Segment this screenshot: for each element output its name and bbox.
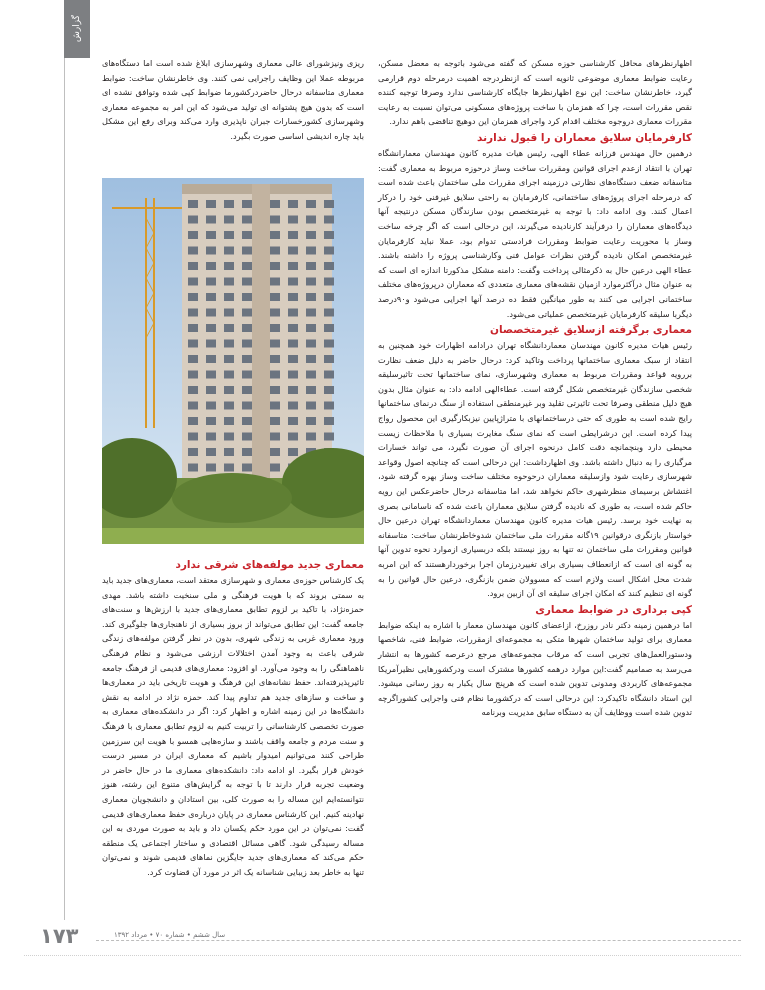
window: [270, 231, 280, 239]
window: [188, 386, 198, 394]
window: [324, 293, 334, 301]
window: [324, 355, 334, 363]
window: [242, 247, 252, 255]
window: [206, 340, 216, 348]
window: [188, 231, 198, 239]
window: [288, 200, 298, 208]
window: [242, 262, 252, 270]
footer-rule: [96, 940, 741, 941]
window: [206, 355, 216, 363]
window: [270, 433, 280, 441]
window: [206, 262, 216, 270]
window: [306, 417, 316, 425]
window: [288, 247, 298, 255]
window: [324, 402, 334, 410]
window: [224, 278, 234, 286]
window: [242, 231, 252, 239]
window: [288, 278, 298, 286]
window: [224, 324, 234, 332]
window: [288, 293, 298, 301]
margin-rule: [64, 58, 65, 920]
window: [306, 293, 316, 301]
window: [288, 448, 298, 456]
window: [188, 448, 198, 456]
window: [288, 371, 298, 379]
window: [270, 216, 280, 224]
window: [242, 371, 252, 379]
window: [288, 231, 298, 239]
window: [206, 448, 216, 456]
window: [224, 340, 234, 348]
window: [306, 200, 316, 208]
window: [206, 231, 216, 239]
window: [324, 386, 334, 394]
window: [188, 464, 198, 472]
window: [242, 386, 252, 394]
window: [306, 402, 316, 410]
left-bottom-column: [102, 556, 364, 879]
window: [288, 417, 298, 425]
window: [206, 278, 216, 286]
left-bottom-column-paragraph: یک کارشناس حوزه‌ی معماری و شهرسازی معتقد است، معماری‌های جدید باید به سمتی بروند که با هویت فرهنگی و ملی سنخیت داشته باشد. مهدی حمزه‌نژاد، با تاکید بر لزوم تطابق معماری‌های جدید با ارزش‌ها و سنت‌های جامعه گفت: این تطابق می‌تواند از بروز بسیاری از ناهنجاری‌ها جلوگیری کند. ورود معماری غربی به زندگی شهری، بدون در نظر گرفتن مولفه‌های زندگی شرقی باعث به وجود آمدن اختلالات ارزشی می‌شود و نظام فرهنگی ناهماهنگی را به وجود می‌آورد. او افزود: معماری‌های قدیمی از فرهنگ جامعه تاثیرپذیرفته‌اند. حفظ نشانه‌های این فرهنگ و هویت تاریخی باید در معماری‌ها و ساخت و سازهای جدید هم تداوم پیدا کند. حمزه نژاد در ادامه به نقش دانشگاه‌ها در این زمینه اشاره و اظهار کرد: اگر در دانشکده‌های معماری به صورت تخصصی کارشناسانی را تربیت کنیم به لزوم تطابق معماری با فرهنگ و سنت مردم و جامعه واقف باشند و سازه‌هایی همسو با هویت این سرزمین طراحی کنند می‌توانیم امیدوار باشیم که معماری ایران در مسیر درست خودش قرار بگیرد. او ادامه داد: دانشکده‌های معماری ما در حال حاضر در وضعیت تجربه قرار دارند تا با توجه به گرایش‌های متنوع این رشته، هنوز نتوانسته‌ایم این مساله را به صورت کلی، بین استادان و دانشجویان معماری نهادینه کنیم. این کارشناس معماری در پایان درباره‌ی حفظ معماری‌های قدیمی گفت: نمی‌توان در این مورد حکم یکسان داد و باید به صورت موردی به این مساله رسیدگی شود. گاهی مسائل اقتصادی و ساختار اجتماعی یک منطقه حکم می‌کند که معماری‌های جدید جایگزین نماهای قدیمی شوند و نمی‌توان تنها به خاطر بعد زیبایی شناسانه یک اثر در مورد آن قضاوت کرد.: [102, 575, 364, 877]
window: [270, 402, 280, 410]
left-top-column-paragraph: ریزی ونیزشورای عالی معماری وشهرسازی ابلاغ شده است اما دستگاه‌های مربوطه عملا این وظایف راجرایی نمی کنند. وی خاطرنشان ساخت: ضوابط معماری متاسفانه درحال حاضردرکشورما ضوابط کپی شده وتوافق نشده ای است که بدون هیچ پشتوانه ای تولید می‌شود که این امر به مجموعه معماری وشهرسازی کشورخسارات جبران ناپذیری وارد می‌کند وبرای رفع این مشکل باید چاره اندیشی اساسی صورت بگیرد.: [102, 58, 364, 141]
window: [270, 464, 280, 472]
window: [270, 262, 280, 270]
window: [324, 247, 334, 255]
window: [306, 340, 316, 348]
window: [224, 247, 234, 255]
window: [270, 278, 280, 286]
window: [270, 448, 280, 456]
window: [270, 417, 280, 425]
window: [206, 247, 216, 255]
window: [306, 231, 316, 239]
window: [188, 278, 198, 286]
window: [242, 355, 252, 363]
window: [288, 433, 298, 441]
section-tab-label: گزارش: [72, 15, 82, 43]
window: [242, 402, 252, 410]
window: [306, 433, 316, 441]
window: [206, 200, 216, 208]
window: [288, 309, 298, 317]
window: [288, 340, 298, 348]
window: [206, 216, 216, 224]
window: [306, 371, 316, 379]
right-column-paragraph: اظهارنظرهای محافل کارشناسی حوزه مسکن که گفته می‌شود باتوجه به معضل مسکن، رعایت ضوابط معماری موضوعی ثانویه است که ازنظردرجه اهمیت درمرحله دوم قرارمی گیرد، خاطرنشان ساخت: این نوع اظهارنظرها جایگاه کارشناسی ندارد وصرفا توجیه کننده نقص مقررات است، چرا که همزمان با ساخت پروژه‌های مسکونی می‌توان نسبت به رعایت مقررات معماری دروجوه مختلف اقدام کرد واجرای همزمان این دوهیچ تناقضی باهم ندارد.: [378, 58, 692, 127]
window: [324, 200, 334, 208]
window: [324, 262, 334, 270]
window: [224, 293, 234, 301]
right-column-paragraph: درهمین حال مهندس فرزانه عطاء الهی، رئیس هیات مدیره کانون مهندسان معمارانشگاه تهران با انتقاد ازعدم اجرای قوانین ومقررات ساخت وساز درحوزه مربوط به معماری گفت: متاسفانه ضعف دستگاه‌های نظارتی درزمینه اجرای مقررات ملی ساختمان باعث شده است که درمرحله اجرای پروژه‌های ساختمانی، کارفرمایان به راحتی سلایق غیرفنی خود را درکار اعمال کنند. وی ادامه داد: با توجه به غیرمتخصص بودن سازندگان مسکن درنتیجه آنها دیدگاه‌های معماران را درفرآیند کارنادیده می‌گیرند، این درحالی است که اگر چرخه ساخت وساز با محوریت رعایت ضوابط ومقررات فرادستی تدوام بود، عملا نباید کارفرمایان غیرمتخصص امکان نادیده گرفتن نظرات عوامل فنی وکارشناسی پروژه را داشته باشند. عطاء الهی درعین حال به ذکرمثالی پرداخت وگفت: دامنه مشکل مذکورتا اندازه ای است که به عنوان مثال درآکثرموارد ازمیان نقشه‌های معماری متعددی که معماران درپروژه‌های مختلف ساختمانی اجرایی می کنند به طور میانگین فقط ده درصد آنها اجرایی می‌شود و۹۰درصد دیگربا سلیقه کارفرمایان غیرمتخصص عملیاتی می‌شود.: [378, 147, 692, 319]
window: [270, 340, 280, 348]
window: [206, 433, 216, 441]
window: [242, 278, 252, 286]
window: [306, 324, 316, 332]
window: [224, 402, 234, 410]
window: [188, 293, 198, 301]
window: [206, 309, 216, 317]
window: [324, 417, 334, 425]
window: [224, 386, 234, 394]
window: [224, 216, 234, 224]
window: [206, 371, 216, 379]
window: [324, 340, 334, 348]
window: [188, 355, 198, 363]
window: [224, 309, 234, 317]
window: [242, 417, 252, 425]
window: [270, 293, 280, 301]
window: [224, 464, 234, 472]
window: [242, 340, 252, 348]
right-column-paragraph: اما درهمین زمینه دکتر نادر روزرخ، ازاعضای کانون مهندسان معمار با اشاره به اینکه ضوابط معماری برای تولید ساختمان شهرها متکی به مجموعه‌ای ازمقررات، ضوابط فنی، شاخصها ودستورالعمل‌های تجربی است که مرقاب مجموعه‌های مرجع درعرصه کشورها به انتشار می‌رسد به صمامیم گفت:این موارد درهمه کشورها مشترک است ودرکشورهایی نظیرآمریکا مجموعه‌های کاربردی ومدونی تدوین شده است که هرپنج سال یکبار به روز رسانی میشود. این استاد دانشگاه تاکیدکرد: این درحالی است که درکشورما نظام فنی واجرایی کشوراگرچه تدوین شده است ووظایف آن به دستگاه سابق مدیریت وبرنامه: [378, 619, 692, 718]
window: [270, 371, 280, 379]
window: [306, 247, 316, 255]
right-column-heading: معماری برگرفته ازسلایق غیرمتخصصان: [490, 324, 692, 337]
window: [188, 340, 198, 348]
window: [242, 324, 252, 332]
left-top-column: [102, 56, 364, 144]
window: [270, 386, 280, 394]
window: [224, 262, 234, 270]
window: [306, 262, 316, 270]
footer-dotted-rule: [24, 955, 741, 956]
section-tab: [64, 0, 90, 58]
window: [242, 293, 252, 301]
window: [306, 216, 316, 224]
window: [188, 324, 198, 332]
window: [188, 309, 198, 317]
window: [224, 355, 234, 363]
window: [306, 386, 316, 394]
window: [188, 433, 198, 441]
window: [306, 355, 316, 363]
window: [324, 324, 334, 332]
window: [188, 200, 198, 208]
window: [206, 324, 216, 332]
window: [188, 247, 198, 255]
window: [242, 433, 252, 441]
window: [324, 309, 334, 317]
window: [206, 417, 216, 425]
window: [306, 309, 316, 317]
window: [242, 464, 252, 472]
window: [288, 262, 298, 270]
window: [224, 433, 234, 441]
window: [242, 309, 252, 317]
left-bottom-column-heading: معماری جدید مولفه‌های شرقی ندارد: [175, 559, 364, 571]
issue-info: سال ششم • شماره ۷۰ • مرداد ۱۳۹۲: [114, 931, 226, 939]
window: [324, 433, 334, 441]
window: [270, 355, 280, 363]
right-column-heading: کارفرمایان سلایق معماران را قبول ندارند: [477, 131, 692, 144]
window: [188, 402, 198, 410]
right-column-paragraph: رئیس هیات مدیره کانون مهندسان معماردانشگاه تهران درادامه اظهارات خود همچنین به انتقاد از سبک معماری ساختمانها پرداخت وتاکید کرد: درحال حاضر به دلیل ضعف نظارت بررویه قواعد ومقررات مربوط به معماری وشهرسازی، نمای ساختمانها تحت تاثیرسلیقه شخصی سازندگان غیرمتخصص شکل گرفته است. عطاءالهی ادامه داد: به عنوان مثال بدون هیچ دلیل منطقی وصرفا تحت تاثیرتی تقلید وبر غیرمنطقی استفاده از سنگ درنمای ساختمانها رایج شده است به طوری که حتی درساختمانهای با متراژپایین نیزبکارگیری این محصول رواج پیدا کرده است. این درشرایطی است که نمای سنگ مغایرت بسیاری با ملاحظات زیست محیطی دارد وبنچمانچه دقت کامل درنحوه اجرای آن صورت نگیرد، می تواند خسارات مرگباری را به دنبال داشته باشد. وی اظهارداشت: این درحالی است که چنانچه اصول وقواعد شهرسازی رعایت شود وازسلیقه معماران درحوحوه مختلف ساخت وساز بهره گرفته شود، اغتشاش برسیمای منظرشهری حاکم نخواهد شد، اما متاسفانه درحال حاضرعکس این رویه حاکم شده است، به طوری که نادیده گرفتن سلایق معماران باعث شده که ناسامانی بصری به نهایت خود برسد. رئیس هیات مدیره کانون مهندسان معماردانشگاه تهران درعین حال خواستار بازنگری درقوانین ۱۹گانه مقررات ملی ساختمان شدوخاطرنشان ساخت: متاسفانه قوانین ومقررات ملی ساختمان نه تنها به روز نیستند بلکه دربسیاری ازموارد نحوه تدوین آنها به گونه ای است که ازانعطاف بسیاری برای تغییردرزمان اجرا برخوردارهستند که این امربه شدت محل اشکال است ولازم است که مسوولان ضمن بازنگری، درعین حال قوانین را به گونه ای تنظیم کنند که امکان اجرای سلیقه ای آن ازبین برود.: [378, 340, 693, 599]
window: [270, 324, 280, 332]
window: [206, 293, 216, 301]
window: [288, 324, 298, 332]
window: [242, 200, 252, 208]
window: [224, 417, 234, 425]
page-number: ۱۷۳: [40, 924, 79, 948]
window: [224, 231, 234, 239]
window: [270, 309, 280, 317]
window: [242, 448, 252, 456]
window: [242, 216, 252, 224]
window: [188, 417, 198, 425]
window: [288, 216, 298, 224]
right-column: [378, 56, 692, 720]
window: [324, 371, 334, 379]
window: [288, 386, 298, 394]
window: [188, 262, 198, 270]
window: [324, 216, 334, 224]
window: [206, 386, 216, 394]
window: [188, 216, 198, 224]
window: [224, 371, 234, 379]
window: [288, 402, 298, 410]
window: [270, 247, 280, 255]
apartment-tower-photo: [102, 178, 364, 544]
window: [224, 200, 234, 208]
window: [288, 355, 298, 363]
window: [270, 200, 280, 208]
window: [324, 231, 334, 239]
window: [188, 371, 198, 379]
window: [324, 278, 334, 286]
window: [206, 464, 216, 472]
right-column-heading: کپی برداری در ضوابط معماری: [535, 603, 692, 616]
window: [306, 278, 316, 286]
window: [224, 448, 234, 456]
window: [206, 402, 216, 410]
